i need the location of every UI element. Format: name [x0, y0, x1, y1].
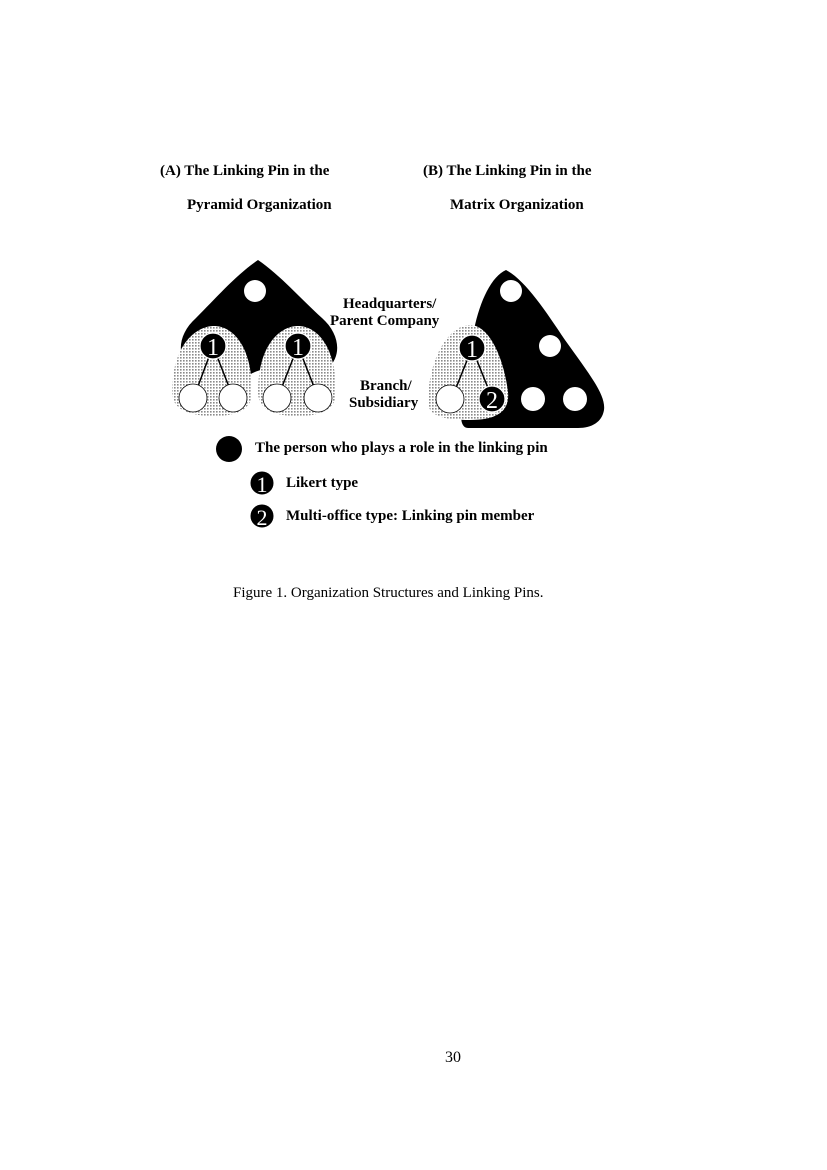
matrix-hq-member	[539, 335, 561, 357]
legend-person-text: The person who plays a role in the linking pin	[255, 440, 548, 456]
legend-multi-office-text: Multi-office type: Linking pin member	[286, 508, 535, 524]
hq-label-line2: Parent Company	[330, 313, 440, 329]
hq-label-line1: Headquarters/	[343, 296, 437, 312]
pyramid-hq-member	[244, 280, 266, 302]
matrix-hq-member	[521, 387, 545, 411]
pyramid-subsidiary-member	[304, 384, 332, 412]
matrix-hq-member	[563, 387, 587, 411]
pyramid-pin-left-label: 1	[207, 335, 219, 361]
panel-a-title-line1: (A) The Linking Pin in the	[160, 163, 330, 179]
branch-label-line1: Branch/	[360, 378, 412, 394]
page-number: 30	[445, 1049, 461, 1066]
pyramid-pin-right-label: 1	[292, 335, 304, 361]
legend-likert-text: Likert type	[286, 475, 359, 491]
pyramid-subsidiary-member	[263, 384, 291, 412]
panel-b-title-line2: Matrix Organization	[450, 197, 584, 213]
matrix-hq-member	[500, 280, 522, 302]
figure-caption: Figure 1. Organization Structures and Linking Pins.	[233, 585, 544, 601]
pyramid-subsidiary-member	[179, 384, 207, 412]
matrix-subsidiary-member	[436, 385, 464, 413]
panel-b-title-line1: (B) The Linking Pin in the	[423, 163, 592, 179]
matrix-pin-likert-label: 1	[466, 337, 478, 363]
pyramid-subsidiary-member	[219, 384, 247, 412]
legend-likert-icon-label: 1	[256, 472, 268, 497]
legend-person-icon	[216, 436, 242, 462]
branch-label-line2: Subsidiary	[349, 395, 419, 411]
matrix-pin-multi-office-label: 2	[486, 388, 498, 414]
panel-a-title-line2: Pyramid Organization	[187, 197, 332, 213]
legend-multi-office-icon-label: 2	[256, 505, 268, 530]
